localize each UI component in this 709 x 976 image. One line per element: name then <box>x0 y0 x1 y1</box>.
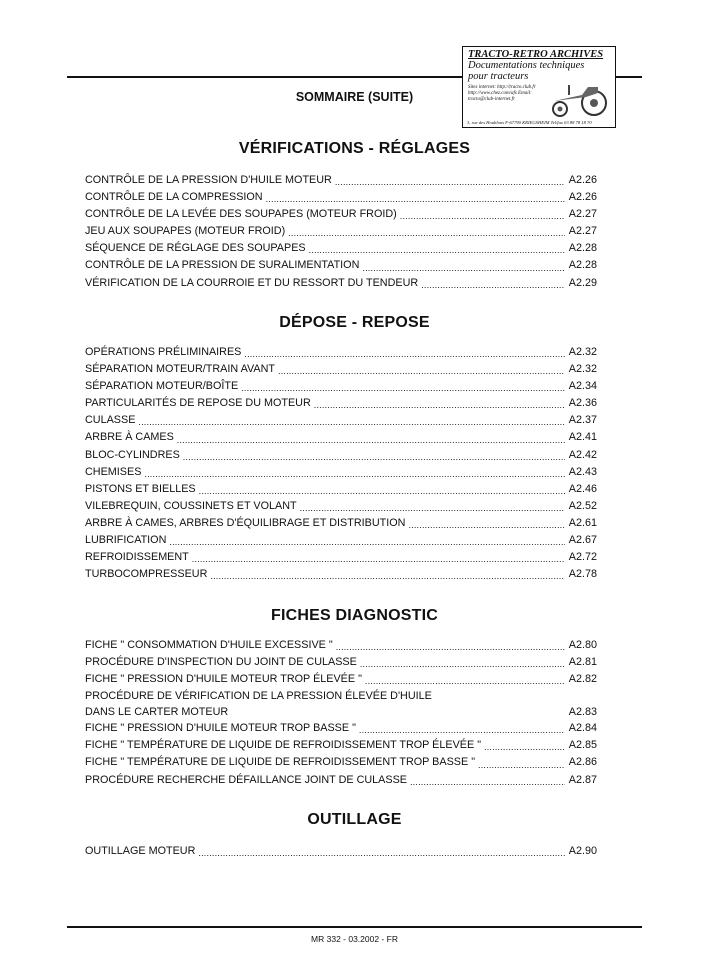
toc-leader <box>336 640 565 654</box>
toc-entry[interactable] <box>85 378 597 395</box>
toc-leader <box>359 723 565 737</box>
toc-entry[interactable] <box>85 275 597 292</box>
toc-leader <box>177 433 565 447</box>
toc-page: A2.84 <box>568 722 597 735</box>
toc-page: A2.83 <box>568 706 597 719</box>
toc-page: A2.37 <box>568 414 597 427</box>
toc-label: PROCÉDURE RECHERCHE DÉFAILLANCE JOINT DE CULASSE <box>85 773 407 786</box>
page-footer: MR 332 - 03.2002 - FR <box>311 934 398 944</box>
toc-entry[interactable] <box>85 257 597 274</box>
toc-label: ARBRE À CAMES <box>85 431 174 444</box>
toc-page: A2.82 <box>568 673 597 686</box>
toc-label: LUBRIFICATION <box>85 534 167 547</box>
toc-label: CONTRÔLE DE LA COMPRESSION <box>85 191 263 204</box>
toc-label: OUTILLAGE MOTEUR <box>85 845 196 857</box>
toc-page: A2.87 <box>568 773 597 786</box>
toc-label: SÉPARATION MOTEUR/BOÎTE <box>85 380 239 393</box>
toc-list-verifications <box>85 172 597 292</box>
toc-entry[interactable] <box>85 447 597 464</box>
toc-label: FICHE " CONSOMMATION D'HUILE EXCESSIVE " <box>85 639 333 651</box>
toc-list-diagnostic <box>85 637 597 789</box>
section-title-outillage: OUTILLAGE <box>307 811 402 828</box>
stamp-title: TRACTO-RETRO ARCHIVES <box>468 49 604 60</box>
toc-page: A2.27 <box>568 208 597 221</box>
toc-page: A2.90 <box>568 845 597 857</box>
toc-entry[interactable] <box>85 361 597 378</box>
toc-page: A2.34 <box>568 380 597 393</box>
archive-stamp <box>462 46 616 128</box>
toc-label: VILEBREQUIN, COUSSINETS ET VOLANT <box>85 499 297 512</box>
footer-rule <box>67 926 642 928</box>
toc-page: A2.52 <box>568 499 597 512</box>
toc-label: TURBOCOMPRESSEUR <box>85 568 208 581</box>
toc-page: A2.81 <box>568 656 597 669</box>
toc-leader <box>183 450 565 464</box>
toc-leader <box>266 192 565 206</box>
page-subtitle: SOMMAIRE (SUITE) <box>295 90 414 104</box>
toc-leader <box>278 364 565 378</box>
toc-leader <box>244 347 564 361</box>
toc-label: CONTRÔLE DE LA PRESSION DE SURALIMENTATION <box>85 259 360 272</box>
toc-entry[interactable] <box>85 754 597 771</box>
toc-entry[interactable] <box>85 843 597 860</box>
toc-page: A2.41 <box>568 431 597 444</box>
toc-leader <box>210 569 564 583</box>
toc-entry[interactable] <box>85 395 597 412</box>
toc-label: ARBRE À CAMES, ARBRES D'ÉQUILIBRAGE ET DISTRIBUTION <box>85 516 406 529</box>
stamp-subtitle: Documentations techniques <box>468 60 585 71</box>
toc-entry[interactable] <box>85 240 597 257</box>
toc-page: A2.32 <box>568 363 597 376</box>
toc-page: A2.26 <box>568 191 597 204</box>
toc-label: PARTICULARITÉS DE REPOSE DU MOTEUR <box>85 397 311 410</box>
stamp-subtitle-2: pour tracteurs <box>468 71 529 82</box>
toc-page: A2.80 <box>568 639 597 651</box>
toc-page: A2.36 <box>568 397 597 410</box>
toc-entry[interactable] <box>85 172 597 189</box>
toc-label-continued: DANS LE CARTER MOTEUR <box>85 706 229 719</box>
toc-entry[interactable] <box>85 654 597 671</box>
section-title-depose: DÉPOSE - REPOSE <box>279 314 430 331</box>
toc-label: CONTRÔLE DE LA PRESSION D'HUILE MOTEUR <box>85 174 332 186</box>
toc-entry[interactable] <box>85 737 597 754</box>
toc-entry[interactable] <box>85 637 597 654</box>
toc-leader <box>300 501 565 515</box>
toc-entry[interactable] <box>85 481 597 498</box>
toc-label: FICHE " TEMPÉRATURE DE LIQUIDE DE REFROIDISSEMENT TROP BASSE " <box>85 756 476 769</box>
toc-label: JEU AUX SOUPAPES (MOTEUR FROID) <box>85 225 286 238</box>
toc-leader <box>192 552 565 566</box>
stamp-address: 3, rue des Houblons F-67790 KRIEGSHEIM Tel/fax 03 88 78 18 70 <box>467 120 592 125</box>
toc-leader <box>169 535 564 549</box>
toc-list-outillage <box>85 843 597 860</box>
toc-page: A2.72 <box>568 551 597 564</box>
toc-page: A2.27 <box>568 225 597 238</box>
toc-label: CONTRÔLE DE LA LEVÉE DES SOUPAPES (MOTEUR FROID) <box>85 208 397 221</box>
toc-entry[interactable] <box>85 772 597 789</box>
toc-leader <box>241 381 565 395</box>
toc-entry[interactable] <box>85 566 597 583</box>
toc-entry[interactable] <box>85 532 597 549</box>
toc-leader <box>335 175 565 189</box>
toc-entry[interactable] <box>85 720 597 737</box>
toc-label: PISTONS ET BIELLES <box>85 482 196 495</box>
toc-label: PROCÉDURE D'INSPECTION DU JOINT DE CULASSE <box>85 656 357 669</box>
toc-page: A2.78 <box>568 568 597 581</box>
section-title-diagnostic: FICHES DIAGNOSTIC <box>271 607 438 624</box>
toc-entry[interactable] <box>85 515 597 532</box>
toc-entry[interactable] <box>85 189 597 206</box>
toc-label: SÉPARATION MOTEUR/TRAIN AVANT <box>85 363 275 376</box>
toc-label: FICHE " TEMPÉRATURE DE LIQUIDE DE REFROIDISSEMENT TROP ÉLEVÉE " <box>85 739 482 752</box>
toc-leader <box>408 518 564 532</box>
toc-page: A2.43 <box>568 465 597 478</box>
toc-entry[interactable] <box>85 429 597 446</box>
toc-entry[interactable] <box>85 498 597 515</box>
toc-entry[interactable] <box>85 344 597 361</box>
toc-leader <box>144 467 564 481</box>
toc-label: REFROIDISSEMENT <box>85 551 189 564</box>
toc-page: A2.28 <box>568 259 597 272</box>
toc-page: A2.86 <box>568 756 597 769</box>
toc-page: A2.85 <box>568 739 597 752</box>
toc-entry[interactable] <box>85 464 597 481</box>
toc-label: FICHE " PRESSION D'HUILE MOTEUR TROP ÉLEVÉE " <box>85 673 362 686</box>
toc-entry[interactable] <box>85 549 597 566</box>
toc-leader <box>410 775 565 789</box>
toc-page: A2.28 <box>568 242 597 255</box>
toc-label: VÉRIFICATION DE LA COURROIE ET DU RESSORT DU TENDEUR <box>85 276 419 289</box>
toc-label: CHEMISES <box>85 465 142 478</box>
toc-page: A2.29 <box>568 276 597 289</box>
toc-label: BLOC-CYLINDRES <box>85 448 180 461</box>
toc-leader <box>199 484 565 498</box>
toc-label: PROCÉDURE DE VÉRIFICATION DE LA PRESSION ÉLEVÉE D'HUILE <box>85 690 432 703</box>
toc-entry[interactable] <box>85 412 597 429</box>
toc-page: A2.32 <box>568 346 597 358</box>
toc-leader <box>309 243 565 257</box>
toc-leader <box>314 398 565 412</box>
toc-leader <box>478 758 565 772</box>
toc-leader <box>365 674 565 688</box>
toc-list-depose <box>85 344 597 583</box>
toc-leader <box>400 209 565 223</box>
stamp-sites: Sites internet: http://tracto.club.fr http://www.chez.com/afs Email: tracto@club-internet.fr <box>468 85 536 102</box>
toc-leader <box>198 846 564 860</box>
section-title-verifications: VÉRIFICATIONS - RÉGLAGES <box>238 140 471 157</box>
toc-label: OPÉRATIONS PRÉLIMINAIRES <box>85 346 242 358</box>
toc-leader <box>360 657 565 671</box>
toc-page: A2.42 <box>568 448 597 461</box>
toc-entry-multiline[interactable] <box>85 688 597 720</box>
toc-page: A2.26 <box>568 174 597 186</box>
toc-leader <box>421 278 565 292</box>
toc-entry[interactable] <box>85 206 597 223</box>
toc-label: CULASSE <box>85 414 136 427</box>
toc-label: SÉQUENCE DE RÉGLAGE DES SOUPAPES <box>85 242 306 255</box>
toc-entry[interactable] <box>85 671 597 688</box>
toc-leader <box>484 740 565 754</box>
toc-page: A2.61 <box>568 516 597 529</box>
toc-page: A2.46 <box>568 482 597 495</box>
toc-entry[interactable] <box>85 223 597 240</box>
toc-page: A2.67 <box>568 534 597 547</box>
toc-leader <box>362 261 564 275</box>
toc-leader <box>138 415 564 429</box>
toc-leader <box>288 226 565 240</box>
toc-label: FICHE " PRESSION D'HUILE MOTEUR TROP BASSE " <box>85 722 356 735</box>
